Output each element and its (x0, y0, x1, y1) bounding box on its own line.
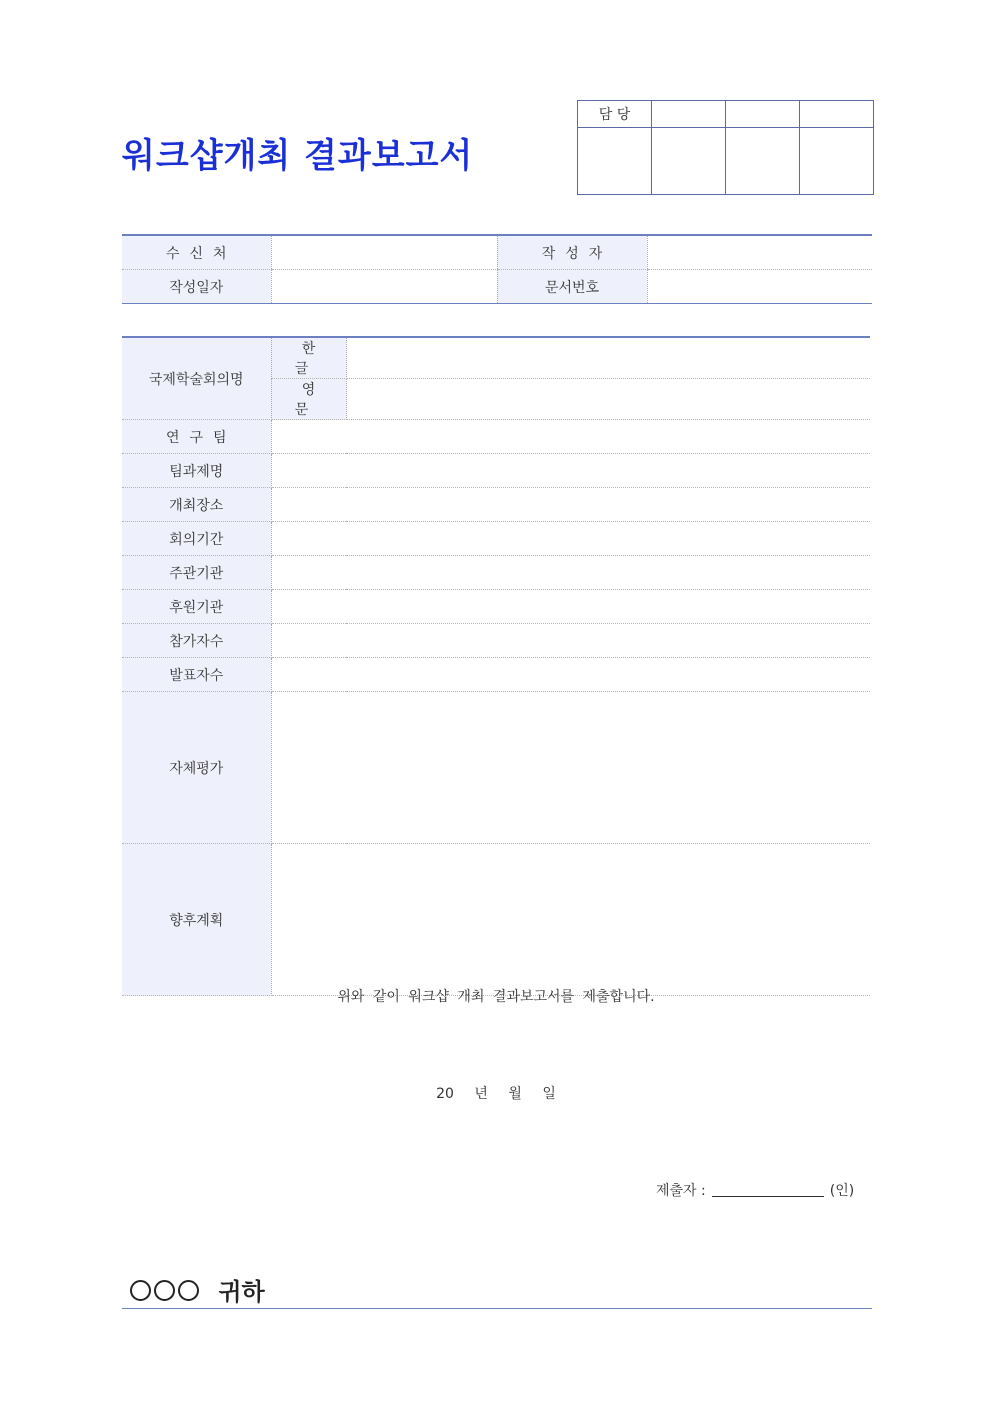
approval-header-cell (726, 101, 800, 128)
korean-name-field[interactable] (346, 337, 870, 379)
submitter-line (656, 1180, 854, 1200)
submitter-label: 제출자 : (656, 1183, 706, 1199)
period-label: 회의기간 (122, 522, 271, 556)
venue-field[interactable] (271, 488, 870, 522)
seal-label: (인) (829, 1183, 855, 1199)
participants-field[interactable] (271, 624, 870, 658)
approval-header-cell (800, 101, 874, 128)
bottom-rule (122, 1308, 872, 1309)
english-name-field[interactable] (346, 379, 870, 420)
year-label: 년 (474, 1086, 488, 1102)
team-project-label: 팀과제명 (122, 454, 271, 488)
presenters-label: 발표자수 (122, 658, 271, 692)
presenters-field[interactable] (271, 658, 870, 692)
main-table (122, 336, 870, 996)
writer-label: 작성자 (497, 235, 647, 270)
month-label: 월 (508, 1086, 522, 1102)
date-line (122, 1083, 870, 1103)
approval-sign-cell[interactable] (726, 128, 800, 195)
participants-label: 참가자수 (122, 624, 271, 658)
year-prefix: 20 (436, 1086, 454, 1102)
approval-sign-cell[interactable] (578, 128, 652, 195)
future-plan-field[interactable] (271, 844, 870, 996)
circle-icon (178, 1280, 199, 1301)
self-eval-field[interactable] (271, 692, 870, 844)
approval-sign-cell[interactable] (652, 128, 726, 195)
sponsor-org-label: 후원기관 (122, 590, 271, 624)
recipient-field[interactable] (271, 235, 497, 270)
venue-label: 개최장소 (122, 488, 271, 522)
page-title: 워크샵개최 결과보고서 (122, 136, 474, 176)
approval-box (577, 100, 874, 195)
recipient-suffix: 귀하 (218, 1278, 265, 1306)
sponsor-org-field[interactable] (271, 590, 870, 624)
docno-label: 문서번호 (497, 270, 647, 304)
date-label: 작성일자 (122, 270, 271, 304)
english-label: 영 문 (271, 379, 346, 420)
future-plan-label: 향후계획 (122, 844, 271, 996)
circle-icon (154, 1280, 175, 1301)
recipient-label: 수신처 (122, 235, 271, 270)
conference-name-label: 국제학술회의명 (122, 337, 271, 420)
submission-statement: 위와 같이 워크샵 개최 결과보고서를 제출합니다. (337, 989, 655, 1005)
host-org-label: 주관기관 (122, 556, 271, 590)
docno-field[interactable] (647, 270, 872, 304)
day-label: 일 (542, 1086, 556, 1102)
circle-icon (130, 1280, 151, 1301)
approval-sign-cell[interactable] (800, 128, 874, 195)
self-eval-label: 자체평가 (122, 692, 271, 844)
approval-label: 담 당 (578, 101, 652, 128)
date-field[interactable] (271, 270, 497, 304)
korean-label: 한 글 (271, 337, 346, 379)
research-team-label: 연구팀 (122, 420, 271, 454)
submitter-name-field[interactable] (712, 1182, 824, 1197)
info-table (122, 234, 872, 304)
team-project-field[interactable] (271, 454, 870, 488)
period-field[interactable] (271, 522, 870, 556)
research-team-field[interactable] (271, 420, 870, 454)
approval-header-cell (652, 101, 726, 128)
writer-field[interactable] (647, 235, 872, 270)
host-org-field[interactable] (271, 556, 870, 590)
recipient-footer (130, 1272, 265, 1307)
